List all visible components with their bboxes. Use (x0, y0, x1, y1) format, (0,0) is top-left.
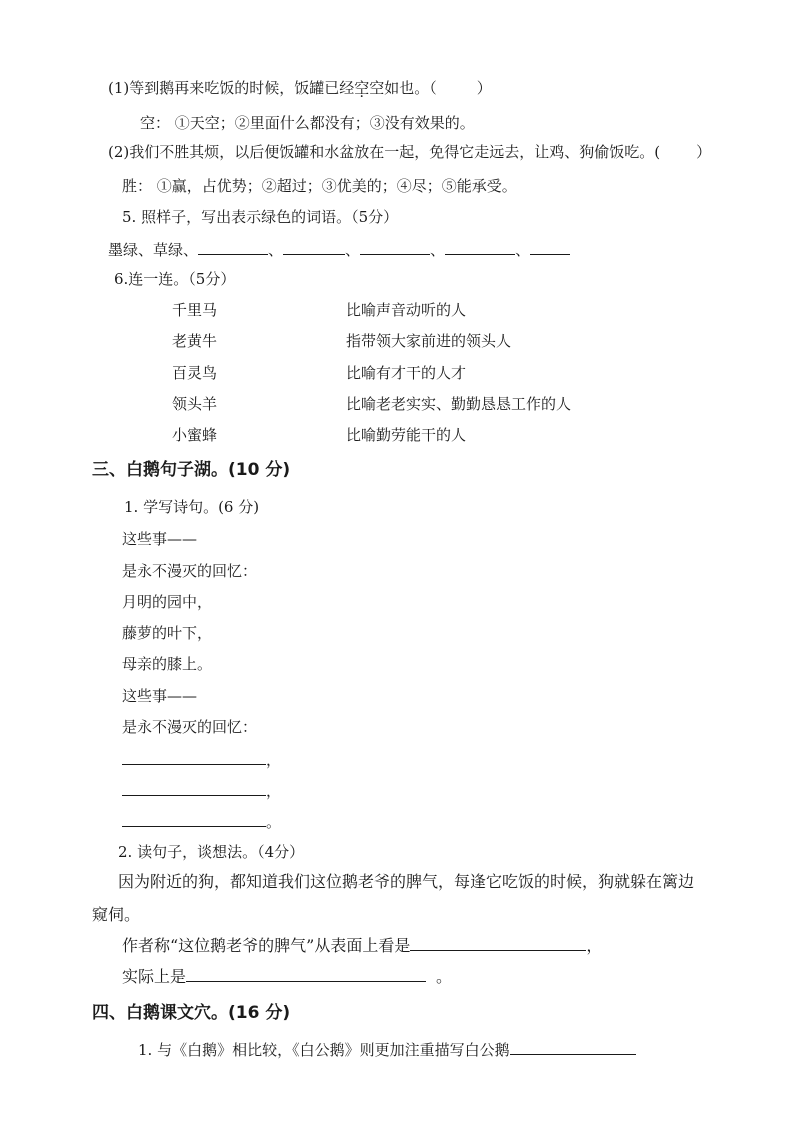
options-kong: 空： ①天空；②里面什么都没有；③没有效果的。 (140, 114, 475, 132)
question-text: 空如也。（ (369, 79, 437, 97)
paren-close: ） (476, 79, 492, 97)
match-left-item[interactable]: 领头羊 (172, 395, 218, 413)
punct: ， (266, 782, 282, 800)
ask-line (122, 967, 452, 987)
ask-text: 实际上是 (122, 967, 187, 986)
section-heading: 三、白鹅句子湖。(10 分) (92, 460, 291, 480)
answer-blank[interactable] (122, 812, 266, 827)
question-text: 1. 与《白鹅》相比较，《白公鹅》则更加注重描写白公鹅 (138, 1041, 510, 1059)
match-right-item[interactable]: 比喻有才干的人才 (346, 364, 467, 382)
poem-line: 是永不漫灭的回忆： (122, 562, 258, 580)
match-right-item[interactable]: 比喻老老实实、勤勤恳恳工作的人 (346, 395, 572, 413)
question-sheng (108, 142, 711, 162)
ask-text: 作者称“这位鹅老爷的脾气”从表面上看是 (122, 936, 411, 955)
match-left-item[interactable]: 老黄牛 (172, 332, 218, 350)
match-right-item[interactable]: 比喻勤劳能干的人 (346, 426, 467, 444)
answer-blank[interactable] (198, 240, 268, 255)
answer-blank[interactable] (445, 240, 515, 255)
punct: 。 (436, 967, 453, 986)
match-left-item[interactable]: 小蜜蜂 (172, 426, 218, 444)
poem-line: 这些事—— (122, 687, 198, 705)
match-right-item[interactable]: 比喻声音动听的人 (346, 301, 467, 319)
answer-blank[interactable] (510, 1040, 636, 1055)
answer-blank[interactable] (530, 240, 570, 255)
separator: 、 (430, 241, 446, 259)
question-kong (108, 78, 492, 98)
quote-line: 因为附近的狗，都知道我们这位鹅老爷的脾气，每逢它吃饭的时候，狗就躲在篱边 (118, 872, 695, 891)
poem-line: 这些事—— (122, 530, 198, 548)
poem-line: 是永不漫灭的回忆： (122, 718, 258, 736)
q2-title: 2. 读句子，谈想法。（4分） (118, 843, 305, 861)
ask-line (122, 936, 602, 956)
poem-line: 月明的园中， (122, 593, 213, 611)
poem-line: 藤萝的叶下， (122, 624, 213, 642)
q5-title: 5. 照样子，写出表示绿色的词语。（5分） (122, 208, 399, 226)
paren-close: ） (696, 143, 712, 161)
punct: ， (586, 936, 603, 955)
separator: 、 (515, 241, 531, 259)
answer-blank[interactable] (122, 781, 266, 796)
q1-line (138, 1040, 636, 1060)
answer-blank[interactable] (122, 750, 266, 765)
match-left-item[interactable]: 千里马 (172, 301, 218, 319)
match-left-item[interactable]: 百灵鸟 (172, 364, 218, 382)
answer-blank[interactable] (186, 967, 426, 982)
separator: 、 (345, 241, 361, 259)
answer-blank[interactable] (360, 240, 430, 255)
punct: ， (266, 751, 282, 769)
punct: 。 (266, 813, 282, 831)
question-text: (1)等到鹅再来吃饭的时候，饭罐已经 (108, 79, 355, 97)
poem-blank-line (122, 750, 281, 770)
poem-blank-line (122, 812, 281, 832)
options-sheng: 胜： ①赢，占优势；②超过；③优美的；④尽；⑤能承受。 (122, 177, 517, 195)
question-text: (2)我们不胜其烦，以后便饭罐和水盆放在一起，免得它走远去，让鸡、狗偷饭吃。( (108, 143, 661, 161)
example-words: 墨绿、草绿、 (108, 241, 199, 259)
dotted-character: 空 (354, 79, 370, 97)
answer-blank[interactable] (283, 240, 345, 255)
q6-title: 6.连一连。（5分） (114, 270, 236, 288)
answer-blank[interactable] (410, 936, 586, 951)
quote-line: 窥伺。 (92, 905, 141, 924)
separator: 、 (268, 241, 284, 259)
match-right-item[interactable]: 指带领大家前进的领头人 (346, 332, 512, 350)
q5-answer-line (108, 240, 570, 260)
poem-blank-line (122, 781, 281, 801)
q1-title: 1. 学写诗句。(6 分) (124, 498, 260, 516)
poem-line: 母亲的膝上。 (122, 655, 213, 673)
section-heading: 四、白鹅课文穴。(16 分) (92, 1003, 291, 1023)
